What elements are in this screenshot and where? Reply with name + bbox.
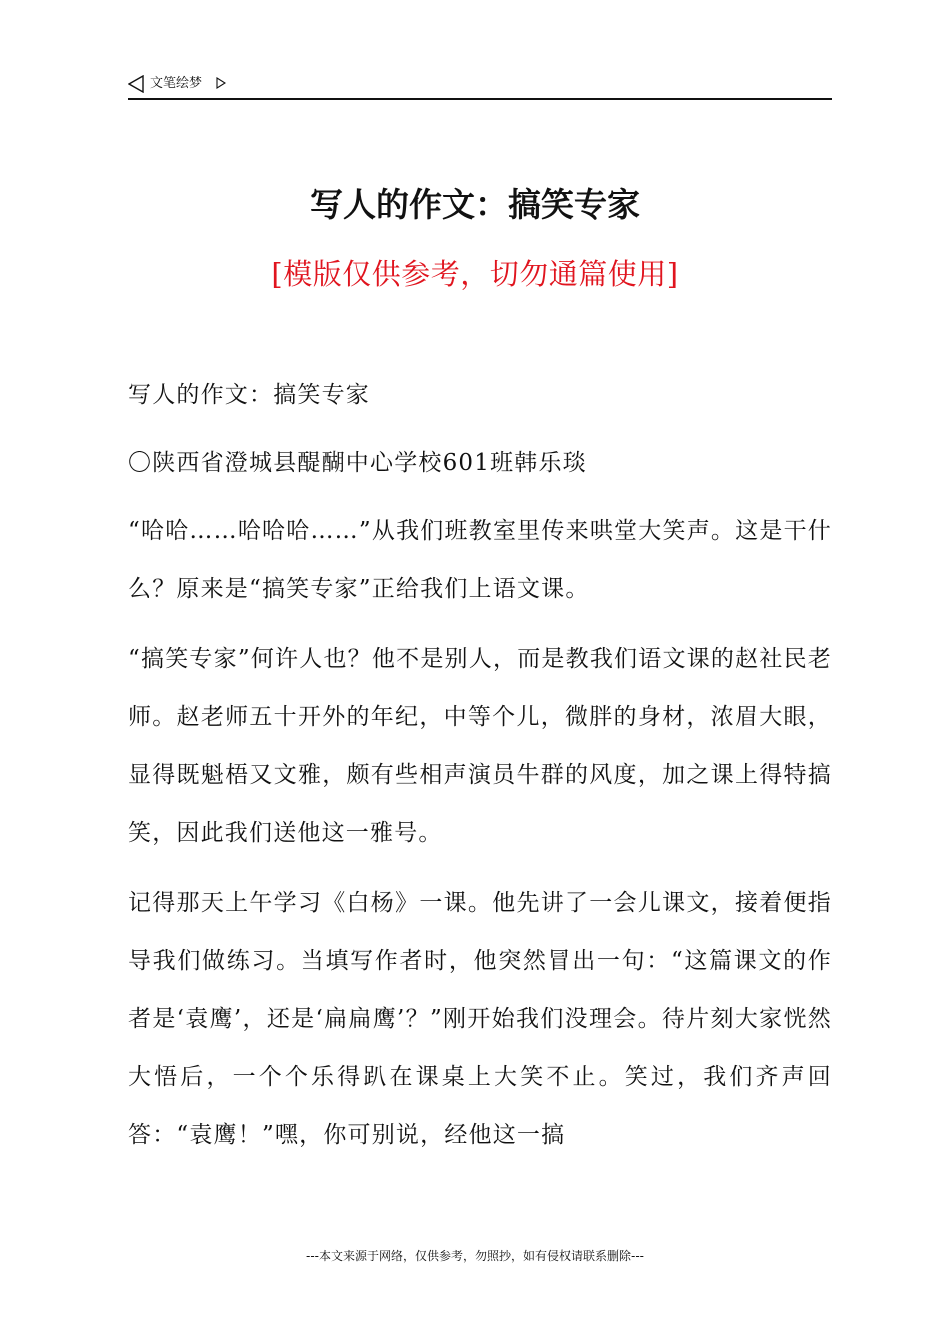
- right-triangle-icon: [216, 77, 226, 89]
- page-footer: ---本文来源于网络，仅供参考，勿照抄，如有侵权请联系删除---: [306, 1249, 644, 1263]
- document-body: [128, 366, 832, 1176]
- paragraph-heading: 写人的作文：搞笑专家: [128, 382, 370, 408]
- document-title: 写人的作文：搞笑专家: [310, 185, 640, 224]
- left-triangle-icon: [128, 75, 144, 93]
- paragraph-author: 〇陕西省澄城县醍醐中心学校601班韩乐琰: [128, 450, 587, 476]
- paragraph-3: 记得那天上午学习《白杨》一课。他先讲了一会儿课文，接着便指导我们做练习。当填写作者时，他突然冒出一句：“这篇课文的作者是‘袁鹰’，还是‘扁扁鹰’？”刚开始我们没理会。待片刻大家恍然大悟后，一个个乐得趴在课桌上大笑不止。笑过，我们齐声回答：“袁鹰！”嘿，你可别说，经他这一搞: [128, 890, 832, 1148]
- header-brand-text: 文笔绘梦: [150, 76, 203, 91]
- paragraph-2: “搞笑专家”何许人也？他不是别人，而是教我们语文课的赵社民老师。赵老师五十开外的年纪，中等个儿，微胖的身材，浓眉大眼，显得既魁梧又文雅，颇有些相声演员牛群的风度，加之课上得特搞笑，因此我们送他这一雅号。: [128, 646, 832, 846]
- document-subtitle: [模版仅供参考，切勿通篇使用]: [271, 257, 679, 291]
- page-header: [128, 72, 832, 100]
- paragraph-1: “哈哈……哈哈哈……”从我们班教室里传来哄堂大笑声。这是干什么？原来是“搞笑专家”正给我们上语文课。: [128, 518, 832, 602]
